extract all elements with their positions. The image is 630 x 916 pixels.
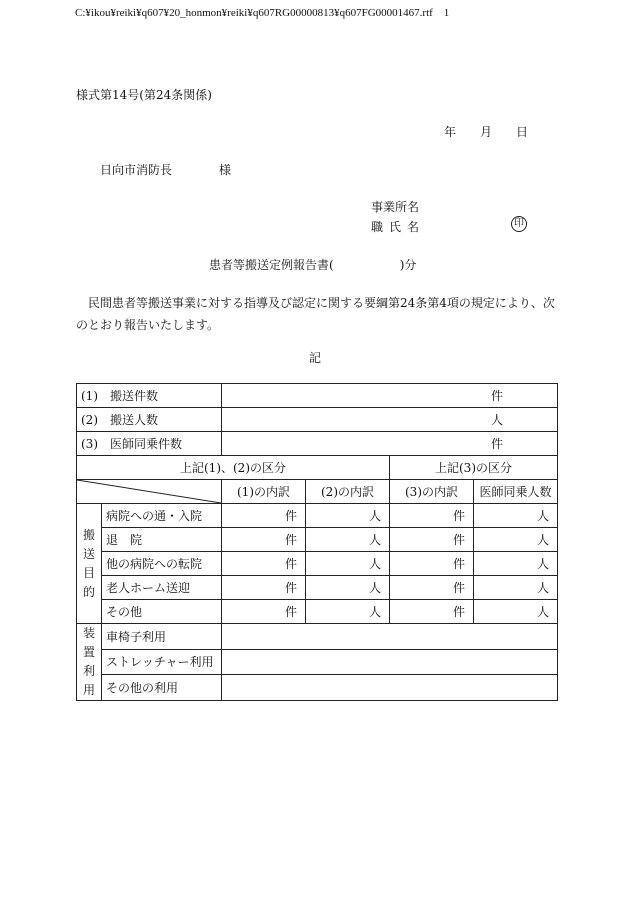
col-header: (2)の内訳 — [306, 480, 390, 504]
summary-label: 搬送人数 — [110, 413, 159, 427]
purpose-cell[interactable]: 人 — [306, 600, 390, 624]
purpose-cell[interactable]: 件 — [390, 552, 474, 576]
summary-label: 搬送件数 — [110, 389, 159, 403]
group-header-left: 上記(1)、(2)の区分 — [77, 456, 390, 480]
purpose-cell[interactable]: 人 — [306, 576, 390, 600]
col-header: (3)の内訳 — [390, 480, 474, 504]
date-year: 年 — [444, 125, 457, 139]
report-table — [76, 383, 558, 701]
purpose-cell[interactable]: 件 — [222, 552, 306, 576]
purpose-group-label — [77, 504, 102, 624]
equipment-label: ストレッチャー利用 — [102, 649, 222, 675]
purpose-cell[interactable]: 件 — [222, 576, 306, 600]
purpose-cell[interactable]: 人 — [474, 504, 558, 528]
summary-value-cell[interactable]: 人 — [222, 408, 558, 432]
report-title-prefix: 患者等搬送定例報告書( — [209, 258, 334, 272]
equipment-row — [77, 624, 558, 650]
equipment-group-label — [77, 624, 102, 701]
date-day: 日 — [516, 125, 529, 139]
equipment-value-cell[interactable] — [222, 649, 558, 675]
purpose-cell[interactable]: 件 — [390, 504, 474, 528]
summary-value-cell[interactable]: 件 — [222, 384, 558, 408]
ki-heading: 記 — [309, 351, 322, 365]
official-name-label: 職氏名 — [371, 220, 426, 234]
col-header: 医師同乗人数 — [474, 480, 558, 504]
equipment-label-char: 置 — [82, 645, 95, 659]
diagonal-line — [77, 480, 221, 503]
summary-label-cell — [77, 408, 222, 432]
purpose-cell[interactable]: 件 — [390, 600, 474, 624]
group-header-right: 上記(3)の区分 — [390, 456, 558, 480]
purpose-cell[interactable]: 人 — [474, 576, 558, 600]
equipment-row — [77, 649, 558, 675]
purpose-row — [77, 600, 558, 624]
purpose-label: 退 院 — [102, 528, 222, 552]
purpose-row — [77, 504, 558, 528]
equipment-label: 車椅子利用 — [102, 624, 222, 650]
diagonal-corner-cell — [77, 480, 222, 504]
form-number: 様式第14号(第24条関係) — [76, 88, 212, 102]
purpose-cell[interactable]: 人 — [306, 504, 390, 528]
group-header-row — [77, 456, 558, 480]
summary-label-cell — [77, 432, 222, 456]
file-path: C:¥ikou¥reiki¥q607¥20_honmon¥reiki¥q607RG00000813¥q607FG00001467.rtf 1 — [75, 7, 450, 19]
purpose-label: 病院への通・入院 — [102, 504, 222, 528]
purpose-row — [77, 552, 558, 576]
equipment-label-char: 利 — [82, 664, 95, 678]
summary-value-cell[interactable]: 件 — [222, 432, 558, 456]
purpose-cell[interactable]: 人 — [306, 552, 390, 576]
purpose-cell[interactable]: 件 — [390, 528, 474, 552]
summary-no: (2) — [81, 413, 98, 427]
purpose-label-char: 的 — [82, 584, 95, 599]
summary-row — [77, 408, 558, 432]
equipment-label-char: 用 — [82, 683, 95, 697]
col-header: (1)の内訳 — [222, 480, 306, 504]
summary-label-cell — [77, 384, 222, 408]
purpose-row — [77, 576, 558, 600]
purpose-label: 他の病院への転院 — [102, 552, 222, 576]
report-title — [209, 256, 416, 273]
summary-row — [77, 384, 558, 408]
purpose-cell[interactable]: 人 — [474, 552, 558, 576]
addressee-honorific: 様 — [219, 163, 232, 177]
purpose-row — [77, 528, 558, 552]
equipment-label: その他の利用 — [102, 675, 222, 701]
purpose-cell[interactable]: 人 — [306, 528, 390, 552]
purpose-cell[interactable]: 件 — [222, 600, 306, 624]
equipment-value-cell[interactable] — [222, 624, 558, 650]
purpose-cell[interactable]: 件 — [222, 528, 306, 552]
summary-no: (3) — [81, 437, 98, 451]
summary-label: 医師同乗件数 — [110, 437, 183, 451]
seal-mark: 印 — [511, 216, 527, 232]
purpose-cell[interactable]: 人 — [474, 600, 558, 624]
purpose-cell[interactable]: 件 — [390, 576, 474, 600]
purpose-cell[interactable]: 人 — [474, 528, 558, 552]
purpose-label-char: 搬 — [82, 527, 95, 542]
summary-no: (1) — [81, 389, 98, 403]
purpose-label-char: 目 — [82, 565, 95, 580]
purpose-cell[interactable]: 件 — [222, 504, 306, 528]
addressee-name: 日向市消防長 — [100, 163, 173, 177]
purpose-label-char: 送 — [82, 546, 95, 561]
purpose-label: その他 — [102, 600, 222, 624]
purpose-label: 老人ホーム送迎 — [102, 576, 222, 600]
summary-row — [77, 432, 558, 456]
body-text: 民間患者等搬送事業に対する指導及び認定に関する要綱第24条第4項の規定により、次のとおり報告いたします。 — [76, 296, 555, 332]
column-header-row — [77, 480, 558, 504]
report-title-suffix: )分 — [399, 258, 417, 272]
equipment-label-char: 装 — [82, 626, 95, 640]
equipment-value-cell[interactable] — [222, 675, 558, 701]
date-month: 月 — [480, 125, 493, 139]
equipment-row — [77, 675, 558, 701]
office-name-label: 事業所名 — [371, 200, 420, 214]
